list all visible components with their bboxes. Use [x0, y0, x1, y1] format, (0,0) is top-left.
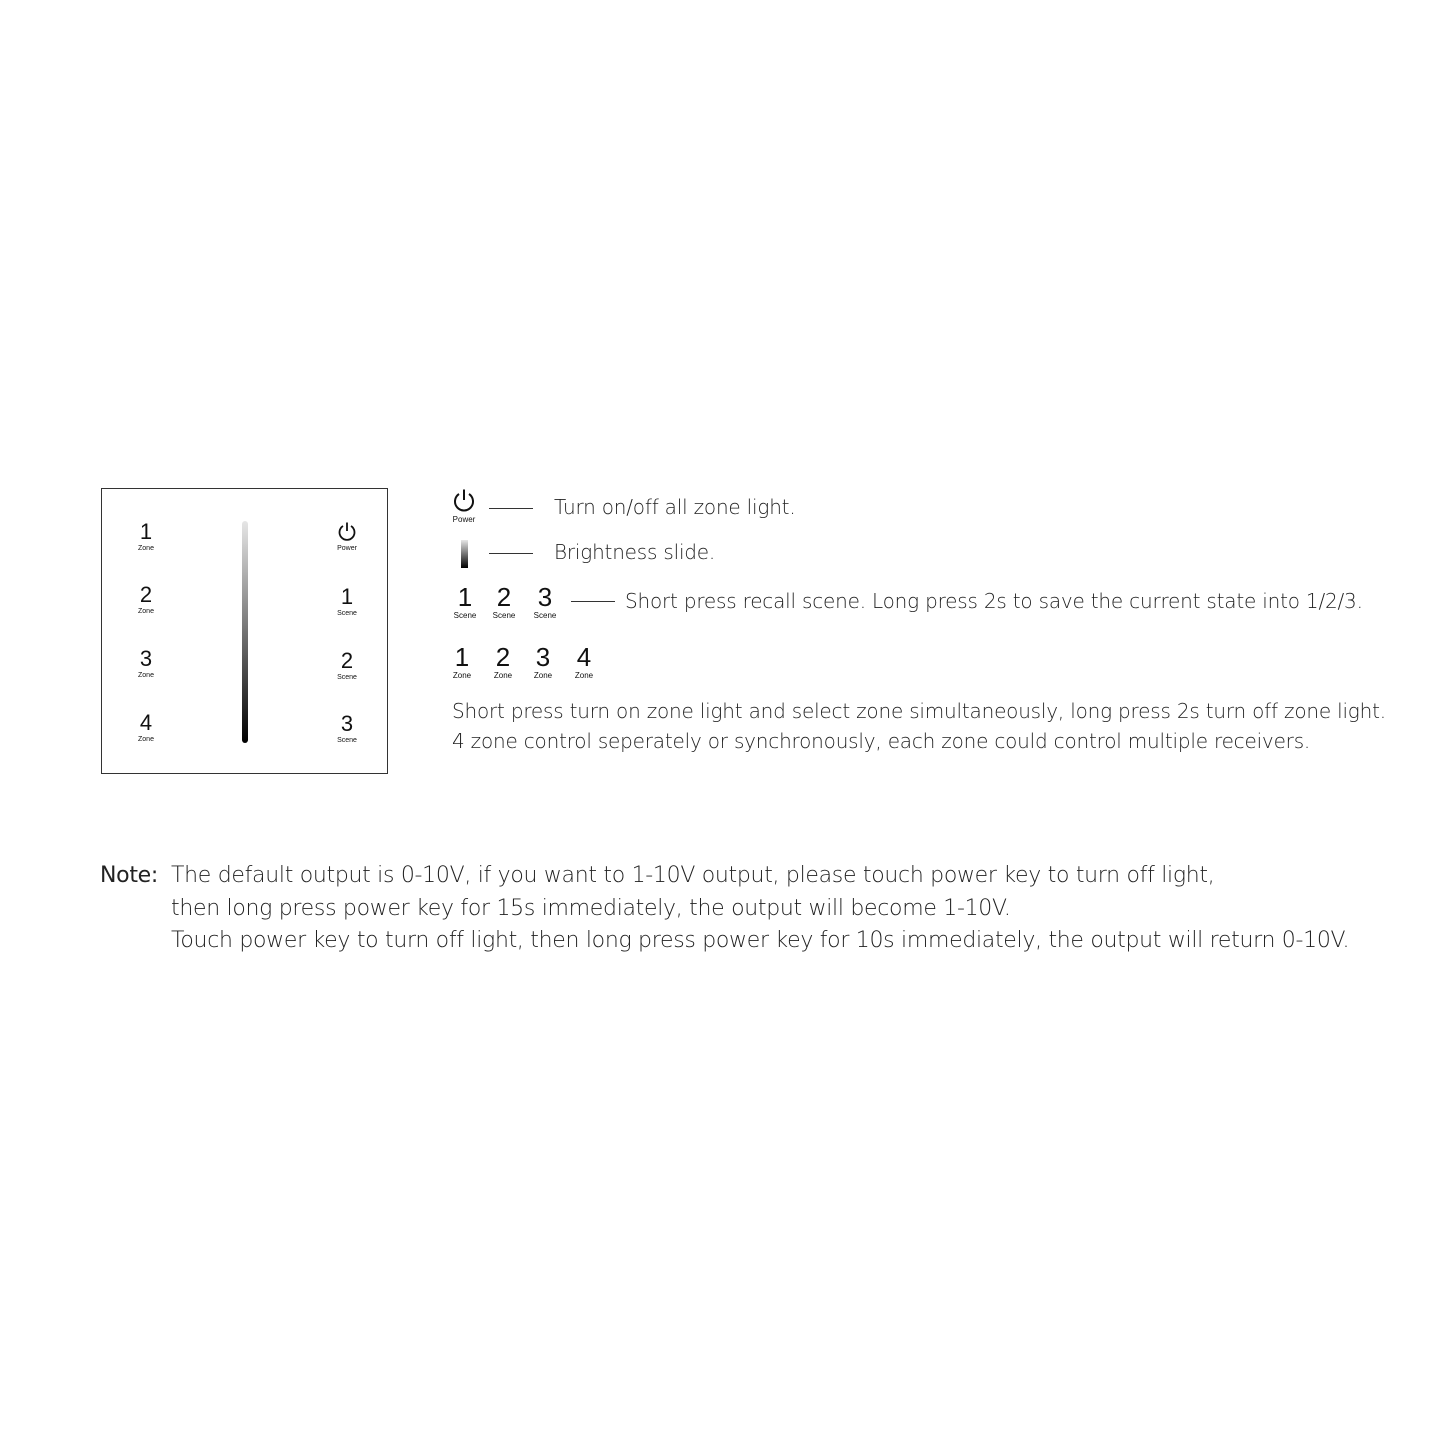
key-number: 1 — [454, 642, 470, 672]
legend-scene-key-1 — [445, 584, 485, 621]
panel-scene-key-3[interactable] — [327, 713, 367, 745]
key-label: Power — [337, 545, 357, 552]
legend-power-label: Power — [452, 515, 476, 524]
brightness-slider[interactable] — [242, 521, 248, 743]
note-line-2: then long press power key for 15s immediately, the output will become 1-10V. — [171, 896, 1011, 921]
key-label: Scene — [337, 737, 357, 744]
panel-zone-key-1[interactable] — [126, 521, 166, 553]
key-label: Zone — [138, 608, 154, 615]
key-number: 2 — [495, 642, 511, 672]
leader-line — [571, 601, 615, 602]
legend-zones-text-line2: 4 zone control seperately or synchronously, each zone could control multiple receivers. — [452, 729, 1311, 753]
brightness-slider-icon — [461, 540, 468, 568]
note-line-3: Touch power key to turn off light, then long press power key for 10s immediately, the output will return 0-10V. — [171, 928, 1350, 953]
leader-line — [489, 508, 533, 509]
key-number: 3 — [139, 646, 153, 671]
key-number: 1 — [457, 582, 473, 612]
legend-scenes-text: Short press recall scene. Long press 2s to save the current state into 1/2/3. — [625, 589, 1363, 613]
key-number: 3 — [340, 711, 354, 736]
key-label: Scene — [453, 611, 477, 620]
key-number: 1 — [139, 519, 153, 544]
legend-zone-key-2 — [483, 644, 523, 681]
key-number: 2 — [139, 582, 153, 607]
panel-zone-key-3[interactable] — [126, 648, 166, 680]
key-number: 3 — [535, 642, 551, 672]
key-label: Zone — [493, 671, 513, 680]
key-label: Zone — [533, 671, 553, 680]
key-number: 4 — [139, 710, 153, 735]
legend-scene-key-3 — [525, 584, 565, 621]
legend-power-text: Turn on/off all zone light. — [554, 495, 796, 519]
panel-scene-key-1[interactable] — [327, 586, 367, 618]
key-number: 4 — [576, 642, 592, 672]
key-number: 1 — [340, 584, 354, 609]
note-line-1: The default output is 0-10V, if you want to 1-10V output, please touch power key to turn off light, — [171, 863, 1215, 888]
power-icon — [337, 521, 357, 543]
key-number: 2 — [340, 648, 354, 673]
key-label: Scene — [337, 610, 357, 617]
legend-brightness-text: Brightness slide. — [554, 540, 716, 564]
leader-line — [489, 553, 533, 554]
legend-zone-key-3 — [523, 644, 563, 681]
touch-panel — [101, 488, 388, 774]
key-label: Scene — [533, 611, 557, 620]
legend-power-key — [444, 488, 484, 525]
legend-zone-key-1 — [442, 644, 482, 681]
key-number: 2 — [496, 582, 512, 612]
key-label: Zone — [574, 671, 594, 680]
key-number: 3 — [537, 582, 553, 612]
note-prefix: Note: — [100, 863, 158, 888]
legend-zone-key-4 — [564, 644, 604, 681]
panel-zone-key-2[interactable] — [126, 584, 166, 616]
key-label: Zone — [138, 736, 154, 743]
key-label: Scene — [492, 611, 516, 620]
panel-zone-key-4[interactable] — [126, 712, 166, 744]
key-label: Zone — [138, 672, 154, 679]
key-label: Zone — [138, 545, 154, 552]
legend-scene-key-2 — [484, 584, 524, 621]
panel-power-key[interactable] — [327, 521, 367, 553]
key-label: Zone — [452, 671, 472, 680]
panel-scene-key-2[interactable] — [327, 650, 367, 682]
legend-zones-text-line1: Short press turn on zone light and select zone simultaneously, long press 2s turn off zone light. — [452, 699, 1386, 723]
key-label: Scene — [337, 674, 357, 681]
power-icon — [452, 488, 476, 514]
